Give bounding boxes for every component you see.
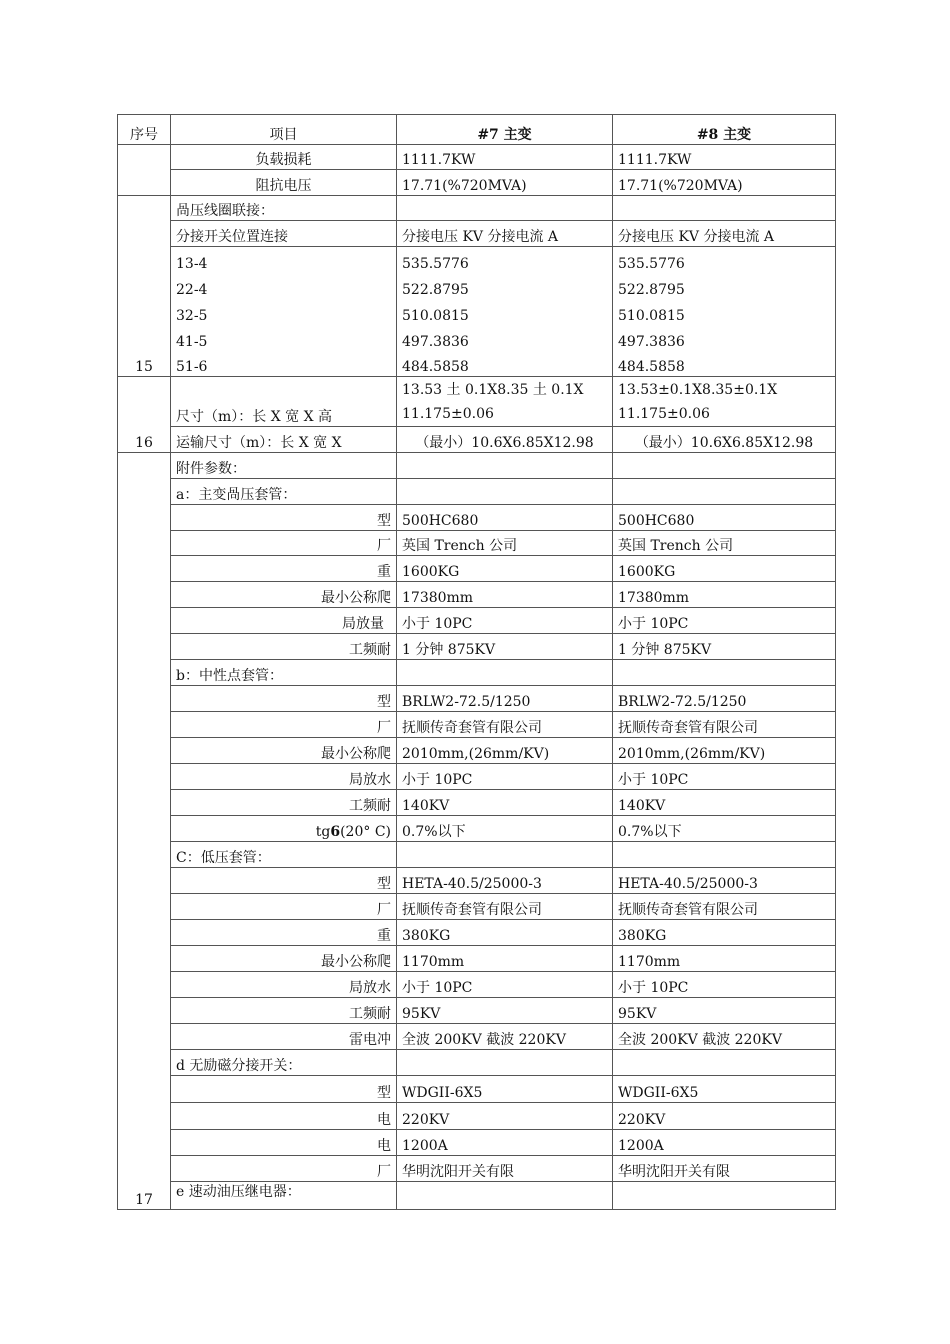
tap-value-a: 497.3836 — [397, 325, 613, 351]
param-name: 电 — [171, 1130, 397, 1156]
param-name: 重 — [171, 556, 397, 582]
param-name-tg — [171, 816, 397, 842]
subsection-title: C：低压套管： — [171, 842, 397, 868]
seq-cell-16: 16 — [118, 377, 171, 453]
table-row — [118, 453, 836, 479]
seq-cell-17: 17 — [118, 453, 171, 1210]
value-b-cell — [613, 842, 836, 868]
value-a-cell — [397, 660, 613, 686]
header-col-a: #7 主变 — [397, 115, 613, 145]
table-row — [118, 738, 836, 764]
param-name: 电 — [171, 1103, 397, 1130]
table-row — [118, 299, 836, 325]
param-name: 厂 — [171, 1156, 397, 1182]
value-b-cell: 华明沈阳开关有限 — [613, 1156, 836, 1182]
tap-value-a: 510.0815 — [397, 299, 613, 325]
value-b-cell: 小于 10PC — [613, 608, 836, 634]
value-b-cell: 500HC680 — [613, 505, 836, 531]
table-row — [118, 427, 836, 453]
value-a-cell: 0.7%以下 — [397, 816, 613, 842]
table-row — [118, 790, 836, 816]
table-row — [118, 1182, 836, 1210]
param-name: 型 — [171, 686, 397, 712]
seq-cell-15: 15 — [118, 196, 171, 377]
param-name: 型 — [171, 868, 397, 894]
value-b-cell — [613, 660, 836, 686]
param-name: 局放水 — [171, 972, 397, 998]
item-cell: 运输尺寸（m）：长 X 宽 X — [171, 427, 397, 453]
value-a-cell: 分接电压 KV 分接电流 A — [397, 221, 613, 247]
tap-position: 51-6 — [171, 351, 397, 377]
subsection-title: e 速动油压继电器： — [171, 1182, 397, 1210]
value-a-cell: 220KV — [397, 1103, 613, 1130]
tap-value-b: 484.5858 — [613, 351, 836, 377]
value-b-cell — [613, 196, 836, 221]
header-col-b: #8 主变 — [613, 115, 836, 145]
param-name: 工频耐 — [171, 998, 397, 1024]
value-a-cell: 英国 Trench 公司 — [397, 531, 613, 556]
table-row — [118, 660, 836, 686]
subsection-title: b：中性点套管： — [171, 660, 397, 686]
value-b-cell: 小于 10PC — [613, 972, 836, 998]
value-b-cell: 1600KG — [613, 556, 836, 582]
tap-value-b: 522.8795 — [613, 273, 836, 299]
param-name: 厂 — [171, 712, 397, 738]
value-a-cell — [397, 196, 613, 221]
tap-value-a: 484.5858 — [397, 351, 613, 377]
table-row — [118, 920, 836, 946]
table-row — [118, 1024, 836, 1050]
table-row — [118, 1050, 836, 1076]
value-b-cell: 1111.7KW — [613, 145, 836, 170]
value-a-cell: 17380mm — [397, 582, 613, 608]
value-a-cell: 1200A — [397, 1130, 613, 1156]
table-header-row — [118, 115, 836, 145]
param-name: 局放水 — [171, 764, 397, 790]
value-b-cell: 220KV — [613, 1103, 836, 1130]
value-a-cell: 1 分钟 875KV — [397, 634, 613, 660]
param-name: 最小公称爬 — [171, 738, 397, 764]
value-a-cell: WDGII-6X5 — [397, 1076, 613, 1103]
dim-a-line2: 11.175±0.06 — [402, 406, 494, 422]
table-row — [118, 764, 836, 790]
table-row — [118, 894, 836, 920]
value-b-cell: 380KG — [613, 920, 836, 946]
table-row — [118, 377, 836, 427]
item-cell: 尺寸（m）：长 X 宽 X 高 — [171, 377, 397, 427]
table-row — [118, 196, 836, 221]
value-b-cell — [613, 453, 836, 479]
value-a-cell: 小于 10PC — [397, 764, 613, 790]
value-a-cell: 140KV — [397, 790, 613, 816]
value-a-cell: 2010mm,(26mm/KV) — [397, 738, 613, 764]
value-b-cell: 1 分钟 875KV — [613, 634, 836, 660]
dim-b-line2: 11.175±0.06 — [618, 406, 710, 422]
value-b-cell — [613, 1182, 836, 1210]
subsection-title: a：主变咼压套管： — [171, 479, 397, 505]
param-name: 局放量 — [171, 608, 397, 634]
table-row — [118, 634, 836, 660]
table-row — [118, 479, 836, 505]
value-b-cell: 95KV — [613, 998, 836, 1024]
table-row — [118, 1156, 836, 1182]
value-a-cell: 华明沈阳开关有限 — [397, 1156, 613, 1182]
table-row — [118, 1076, 836, 1103]
param-name: 雷电冲 — [171, 1024, 397, 1050]
value-b-cell: 1170mm — [613, 946, 836, 972]
tap-value-b: 497.3836 — [613, 325, 836, 351]
tg-prefix: tg — [315, 824, 331, 840]
value-a-cell: 抚顺传奇套管有限公司 — [397, 894, 613, 920]
table-row — [118, 556, 836, 582]
dim-b-line1: 13.53±0.1X8.35±0.1X — [618, 382, 778, 398]
table-row — [118, 842, 836, 868]
value-b-cell: HETA-40.5/25000-3 — [613, 868, 836, 894]
value-b-cell: 全波 200KV 截波 220KV — [613, 1024, 836, 1050]
value-a-cell: 17.71(%720MVA) — [397, 170, 613, 196]
table-row — [118, 712, 836, 738]
value-b-cell: 0.7%以下 — [613, 816, 836, 842]
table-row — [118, 170, 836, 196]
param-name: 最小公称爬 — [171, 582, 397, 608]
transformer-spec-table — [117, 114, 836, 1210]
value-b-cell: 英国 Trench 公司 — [613, 531, 836, 556]
value-a-cell: 1170mm — [397, 946, 613, 972]
param-name: 最小公称爬 — [171, 946, 397, 972]
value-b-cell: 1200A — [613, 1130, 836, 1156]
tap-value-b: 510.0815 — [613, 299, 836, 325]
item-cell: 分接开关位置连接 — [171, 221, 397, 247]
value-a-cell: HETA-40.5/25000-3 — [397, 868, 613, 894]
table-row — [118, 582, 836, 608]
value-a-cell: BRLW2-72.5/1250 — [397, 686, 613, 712]
value-a-cell: 抚顺传奇套管有限公司 — [397, 712, 613, 738]
table-row — [118, 505, 836, 531]
value-a-cell: 小于 10PC — [397, 608, 613, 634]
value-a-cell: 1600KG — [397, 556, 613, 582]
value-a-cell: 1111.7KW — [397, 145, 613, 170]
tap-value-b: 535.5776 — [613, 247, 836, 273]
value-b-cell: 抚顺传奇套管有限公司 — [613, 712, 836, 738]
header-item: 项目 — [171, 115, 397, 145]
value-a-cell — [397, 377, 613, 427]
value-b-cell: 2010mm,(26mm/KV) — [613, 738, 836, 764]
value-b-cell: 140KV — [613, 790, 836, 816]
param-name: 工频耐 — [171, 634, 397, 660]
table-row — [118, 1103, 836, 1130]
value-a-cell: 小于 10PC — [397, 972, 613, 998]
table-row — [118, 972, 836, 998]
value-b-cell — [613, 377, 836, 427]
tg-suffix: (20° C) — [340, 824, 391, 840]
tg-delta: 6 — [330, 824, 341, 840]
header-seq: 序号 — [118, 115, 171, 145]
value-a-cell — [397, 479, 613, 505]
value-b-cell: 17380mm — [613, 582, 836, 608]
table-row — [118, 816, 836, 842]
tap-position: 41-5 — [171, 325, 397, 351]
value-b-cell: WDGII-6X5 — [613, 1076, 836, 1103]
param-name: 厂 — [171, 531, 397, 556]
tap-value-a: 522.8795 — [397, 273, 613, 299]
value-b-cell: 分接电压 KV 分接电流 A — [613, 221, 836, 247]
value-b-cell: （最小）10.6X6.85X12.98 — [613, 427, 836, 453]
table-row — [118, 608, 836, 634]
table-row — [118, 998, 836, 1024]
param-name: 工频耐 — [171, 790, 397, 816]
value-b-cell — [613, 1050, 836, 1076]
section-title: 附件参数： — [171, 453, 397, 479]
param-name: 厂 — [171, 894, 397, 920]
table-row — [118, 221, 836, 247]
table-row — [118, 325, 836, 351]
value-b-cell: 抚顺传奇套管有限公司 — [613, 894, 836, 920]
param-name: 型 — [171, 1076, 397, 1103]
value-a-cell: 500HC680 — [397, 505, 613, 531]
value-a-cell — [397, 453, 613, 479]
value-a-cell: 380KG — [397, 920, 613, 946]
value-b-cell — [613, 479, 836, 505]
table-row — [118, 868, 836, 894]
value-b-cell: BRLW2-72.5/1250 — [613, 686, 836, 712]
table-row — [118, 686, 836, 712]
tap-position: 22-4 — [171, 273, 397, 299]
table-row — [118, 145, 836, 170]
value-a-cell — [397, 1050, 613, 1076]
table-row — [118, 946, 836, 972]
value-a-cell: 95KV — [397, 998, 613, 1024]
value-b-cell: 17.71(%720MVA) — [613, 170, 836, 196]
value-a-cell: 全波 200KV 截波 220KV — [397, 1024, 613, 1050]
table-row — [118, 273, 836, 299]
tap-position: 32-5 — [171, 299, 397, 325]
table-row — [118, 247, 836, 273]
value-a-cell: （最小）10.6X6.85X12.98 — [397, 427, 613, 453]
table-row — [118, 531, 836, 556]
value-a-cell — [397, 842, 613, 868]
tap-value-a: 535.5776 — [397, 247, 613, 273]
tap-position: 13-4 — [171, 247, 397, 273]
item-cell: 负载损耗 — [171, 145, 397, 170]
dim-a-line1: 13.53 土 0.1X8.35 土 0.1X — [402, 382, 584, 398]
table-row — [118, 1130, 836, 1156]
value-b-cell: 小于 10PC — [613, 764, 836, 790]
param-name: 重 — [171, 920, 397, 946]
seq-cell-empty — [118, 145, 171, 196]
value-a-cell — [397, 1182, 613, 1210]
param-name: 型 — [171, 505, 397, 531]
subsection-title: d 无励磁分接开关： — [171, 1050, 397, 1076]
item-cell: 阻抗电压 — [171, 170, 397, 196]
section-title: 咼压线圈联接： — [171, 196, 397, 221]
table-row — [118, 351, 836, 377]
